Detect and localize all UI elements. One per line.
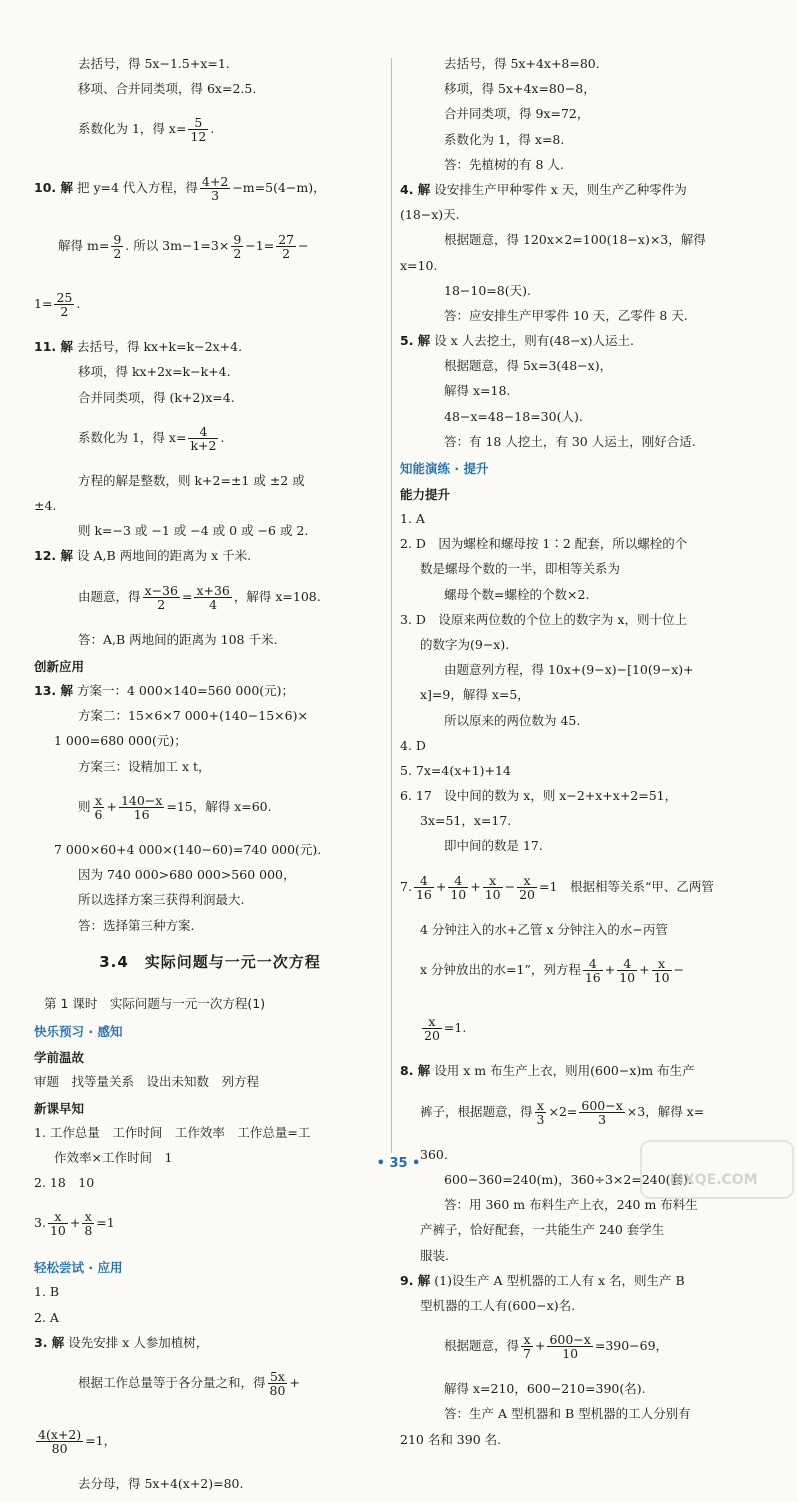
text-line: 2. 18 10	[34, 1175, 95, 1191]
text-line: 7 000×60+4 000×(140−60)=740 000(元).	[54, 841, 322, 857]
text-line: 1= $\frac{25}{2}$ .	[34, 289, 81, 319]
text-line: 1 000=680 000(元)；	[54, 733, 187, 749]
text-line: x]=9，解得 x=5，	[420, 687, 530, 703]
text-line: 系数化为 1，得 x= $\frac{5}{12}$ .	[78, 115, 215, 145]
lesson-title: 第 1 课时 实际问题与一元一次方程(1)	[44, 995, 266, 1011]
text-line: 3. D 设原来两位数的个位上的数字为 x，则十位上	[400, 611, 687, 627]
column-divider	[391, 58, 392, 1153]
text-line: 360.	[420, 1146, 448, 1162]
text-line: 1. B	[34, 1284, 60, 1300]
question-11: 11. 解 去括号，得 kx+k=k−2x+4.	[34, 339, 243, 355]
text-line: 去括号，得 5x−1.5+x=1.	[78, 56, 230, 71]
text-line: 答：A,B 两地间的距离为 108 千米.	[78, 631, 278, 647]
text-line: x 分钟放出的水=1”，列方程 $\frac{4}{16}$ + $\frac{4}{10}$ + $\frac{x}{10}$ −	[420, 956, 685, 985]
text-line: 1. 工作总量 工作时间 工作效率 工作总量=工	[34, 1124, 311, 1140]
text-line: 服装.	[420, 1247, 449, 1263]
text-line: 2. D 因为螺栓和螺母按 1∶2 配套，所以螺栓的个	[400, 536, 688, 552]
text-line: 移项、合并同类项，得 6x=2.5.	[78, 81, 257, 97]
text-line: 移项，得 kx+2x=k−k+4.	[78, 364, 231, 380]
text-line: (18−x)天.	[400, 207, 460, 223]
text-line: 的数字为(9−x).	[420, 636, 510, 652]
text-line: 所以原来的两位数为 45.	[444, 712, 581, 728]
fraction: $\frac{140-x}{16}$	[120, 792, 163, 822]
section-preview: 快乐预习 · 感知	[34, 1023, 123, 1039]
fraction: $\frac{x}{10}$	[653, 956, 670, 985]
text-line: 根据题意，得 5x=3(48−x)，	[444, 358, 613, 374]
text-line: 方程的解是整数，则 k+2=±1 或 ±2 或	[78, 472, 305, 488]
text-line: 3x=51，x=17.	[420, 813, 512, 829]
fraction: $\frac{600-x}{3}$	[581, 1097, 623, 1127]
text-line: $\frac{x}{20}$ =1.	[424, 1014, 467, 1044]
fraction: $\frac{25}{2}$	[56, 289, 73, 319]
text-line: 5. 7x=4(x+1)+14	[400, 762, 511, 778]
text-line: $\frac{4(x+2)}{80}$ =1，	[38, 1427, 117, 1457]
text-line: 4. D	[400, 737, 426, 753]
text-line: 2. A	[34, 1309, 59, 1325]
fraction: $\frac{4}{16}$	[415, 872, 432, 902]
question-7: 7. $\frac{4}{16}$ + $\frac{4}{10}$ + $\frac{x}{10}$ − $\frac{x}{20}$ =1 根据相等关系“甲、乙两管	[400, 872, 714, 902]
right-column	[400, 56, 772, 1457]
text-line: 型机器的工人有(600−x)名.	[420, 1297, 576, 1313]
text-line: 48−x=48−18=30(人).	[444, 408, 583, 424]
text-line: 答：用 360 m 布料生产上衣，240 m 布料生	[444, 1197, 698, 1213]
fraction: $\frac{x}{10}$	[49, 1209, 66, 1239]
text-line: 1. A	[400, 511, 425, 526]
question-10: 10. 解 把 y=4 代入方程，得 $\frac{4+2}{3}$ −m=5(4−m)，	[34, 173, 326, 203]
question-3: 3. 解 设先安排 x 人参加植树，	[34, 1334, 209, 1350]
fraction: $\frac{x}{3}$	[536, 1097, 545, 1127]
text-line: 去分母，得 5x+4(x+2)=80.	[78, 1476, 244, 1492]
text-line: 则 k=−3 或 −1 或 −4 或 0 或 −6 或 2.	[78, 523, 309, 539]
text-line: 系数化为 1，得 x= $\frac{4}{k+2}$ .	[78, 423, 225, 453]
question-9: 9. 解 (1)设生产 A 型机器的工人有 x 名，则生产 B	[400, 1272, 685, 1288]
text-line: 解得 x=18.	[444, 383, 511, 399]
text-line: 则 $\frac{x}{6}$ + $\frac{140-x}{16}$ =15，解得 x=60.	[78, 792, 272, 822]
fraction: $\frac{4}{10}$	[450, 872, 467, 902]
watermark-logo: MXQE.COM	[640, 1140, 794, 1199]
question-13: 13. 解 方案一：4 000×140=560 000(元)；	[34, 683, 295, 698]
text-line: 由题意列方程，得 10x+(9−x)−[10(9−x)+	[444, 662, 694, 678]
section-innovation: 创新应用	[34, 659, 85, 674]
text-line: 数是螺母个数的一半，即相等关系为	[420, 561, 621, 577]
text-line: 根据题意，得 $\frac{x}{7}$ + $\frac{600-x}{10}$ =390−69，	[444, 1332, 669, 1362]
page-number: • 35 •	[376, 1156, 421, 1171]
text-line: 去括号，得 5x+4x+8=80.	[444, 56, 600, 71]
text-line: 产裤子，恰好配套，一共能生产 240 套学生	[420, 1222, 665, 1238]
text-line: 所以选择方案三获得利润最大.	[78, 892, 245, 908]
text-line: 合并同类项，得 (k+2)x=4.	[78, 389, 235, 405]
subsection-new: 新课早知	[34, 1100, 85, 1116]
text-line: 审题 找等量关系 设出未知数 列方程	[34, 1073, 260, 1089]
text-line: 600−360=240(m)，360÷3×2=240(套).	[444, 1171, 692, 1187]
text-line: 6. 17 设中间的数为 x，则 x−2+x+x+2=51，	[400, 788, 678, 804]
text-line: 解得 m= $\frac{9}{2}$ . 所以 3m−1=3× $\frac{9}{2}$ −1= $\frac{27}{2}$ −	[58, 231, 309, 261]
fraction: $\frac{4}{16}$	[584, 956, 601, 985]
text-line: 答：先植树的有 8 人.	[444, 156, 564, 172]
subsection-ability: 能力提升	[400, 487, 451, 502]
section-heading: 3.4 实际问题与一元一次方程	[99, 952, 321, 971]
text-line: 方案二：15×6×7 000+(140−15×6)×	[78, 708, 308, 724]
text-line: 根据工作总量等于各分量之和，得 $\frac{5x}{80}$ +	[78, 1369, 300, 1398]
text-line: 由题意，得 $\frac{x-36}{2}$ = $\frac{x+36}{4}$ ，解得 x=108.	[78, 582, 321, 612]
text-line: 作效率×工作时间 1	[54, 1149, 173, 1165]
text-line: 答：应安排生产甲零件 10 天，乙零件 8 天.	[444, 307, 688, 323]
text-line: 因为 740 000>680 000>560 000，	[78, 867, 296, 883]
fraction: $\frac{x}{20}$	[424, 1014, 440, 1044]
fraction: $\frac{x}{7}$	[523, 1332, 531, 1362]
fraction: $\frac{4}{k+2}$	[190, 423, 217, 453]
fraction: $\frac{600-x}{10}$	[549, 1332, 591, 1362]
text-line: 4 分钟注入的水+乙管 x 分钟注入的水−丙管	[420, 921, 668, 937]
text-line: 移项，得 5x+4x=80−8，	[444, 81, 596, 97]
question-8: 8. 解 设用 x m 布生产上衣，则用(600−x)m 布生产	[400, 1063, 695, 1079]
text-line: 210 名和 390 名.	[400, 1431, 502, 1447]
text-line: 系数化为 1，得 x=8.	[444, 131, 565, 147]
fraction: $\frac{4(x+2)}{80}$	[38, 1427, 82, 1457]
text-line: 答：生产 A 型机器和 B 型机器的工人分别有	[444, 1406, 691, 1422]
text-line: 18−10=8(天).	[444, 282, 531, 298]
fraction: $\frac{x}{20}$	[519, 872, 536, 902]
fraction: $\frac{5}{12}$	[190, 115, 207, 145]
text-line: 裤子，根据题意，得 $\frac{x}{3}$ ×2= $\frac{600-x}{3}$ ×3，解得 x=	[420, 1097, 705, 1127]
text-line: 解得 x=210，600−210=390(名).	[444, 1381, 646, 1397]
text-line: 方案三：设精加工 x t，	[78, 758, 211, 774]
text-line: 3. $\frac{x}{10}$ + $\frac{x}{8}$ =1	[34, 1209, 115, 1239]
subsection-review: 学前温故	[34, 1049, 85, 1065]
fraction: $\frac{x+36}{4}$	[196, 582, 230, 612]
question-12: 12. 解 设 A,B 两地间的距离为 x 千米.	[34, 548, 252, 564]
question-5: 5. 解 设 x 人去挖土，则有(48−x)人运土.	[400, 333, 634, 349]
left-column	[34, 56, 386, 1502]
fraction: $\frac{x}{8}$	[84, 1209, 93, 1239]
text-line: 即中间的数是 17.	[444, 838, 543, 854]
fraction: $\frac{x}{6}$	[94, 792, 103, 822]
section-try: 轻松尝试 · 应用	[34, 1260, 123, 1276]
fraction: $\frac{4}{10}$	[619, 956, 636, 985]
text-line: x=10.	[400, 257, 438, 273]
text-line: 螺母个数=螺栓的个数×2.	[444, 586, 590, 602]
text-line: 答：选择第三种方案.	[78, 917, 195, 933]
text-line: 合并同类项，得 9x=72，	[444, 106, 590, 122]
fraction: $\frac{5x}{80}$	[269, 1369, 286, 1398]
fraction: $\frac{4+2}{3}$	[201, 173, 229, 203]
text-line: 答：有 18 人挖土，有 30 人运土，刚好合适.	[444, 433, 696, 449]
fraction: $\frac{27}{2}$	[278, 231, 295, 261]
text-line: ±4.	[34, 498, 57, 514]
fraction: $\frac{9}{2}$	[113, 231, 122, 261]
fraction: $\frac{9}{2}$	[233, 231, 242, 261]
section-practice: 知能演练 · 提升	[400, 461, 489, 476]
question-4: 4. 解 设安排生产甲种零件 x 天，则生产乙种零件为	[400, 181, 687, 197]
fraction: $\frac{x}{10}$	[484, 872, 501, 902]
text-line: 根据题意，得 120x×2=100(18−x)×3，解得	[444, 232, 706, 248]
fraction: $\frac{x-36}{2}$	[144, 582, 178, 612]
